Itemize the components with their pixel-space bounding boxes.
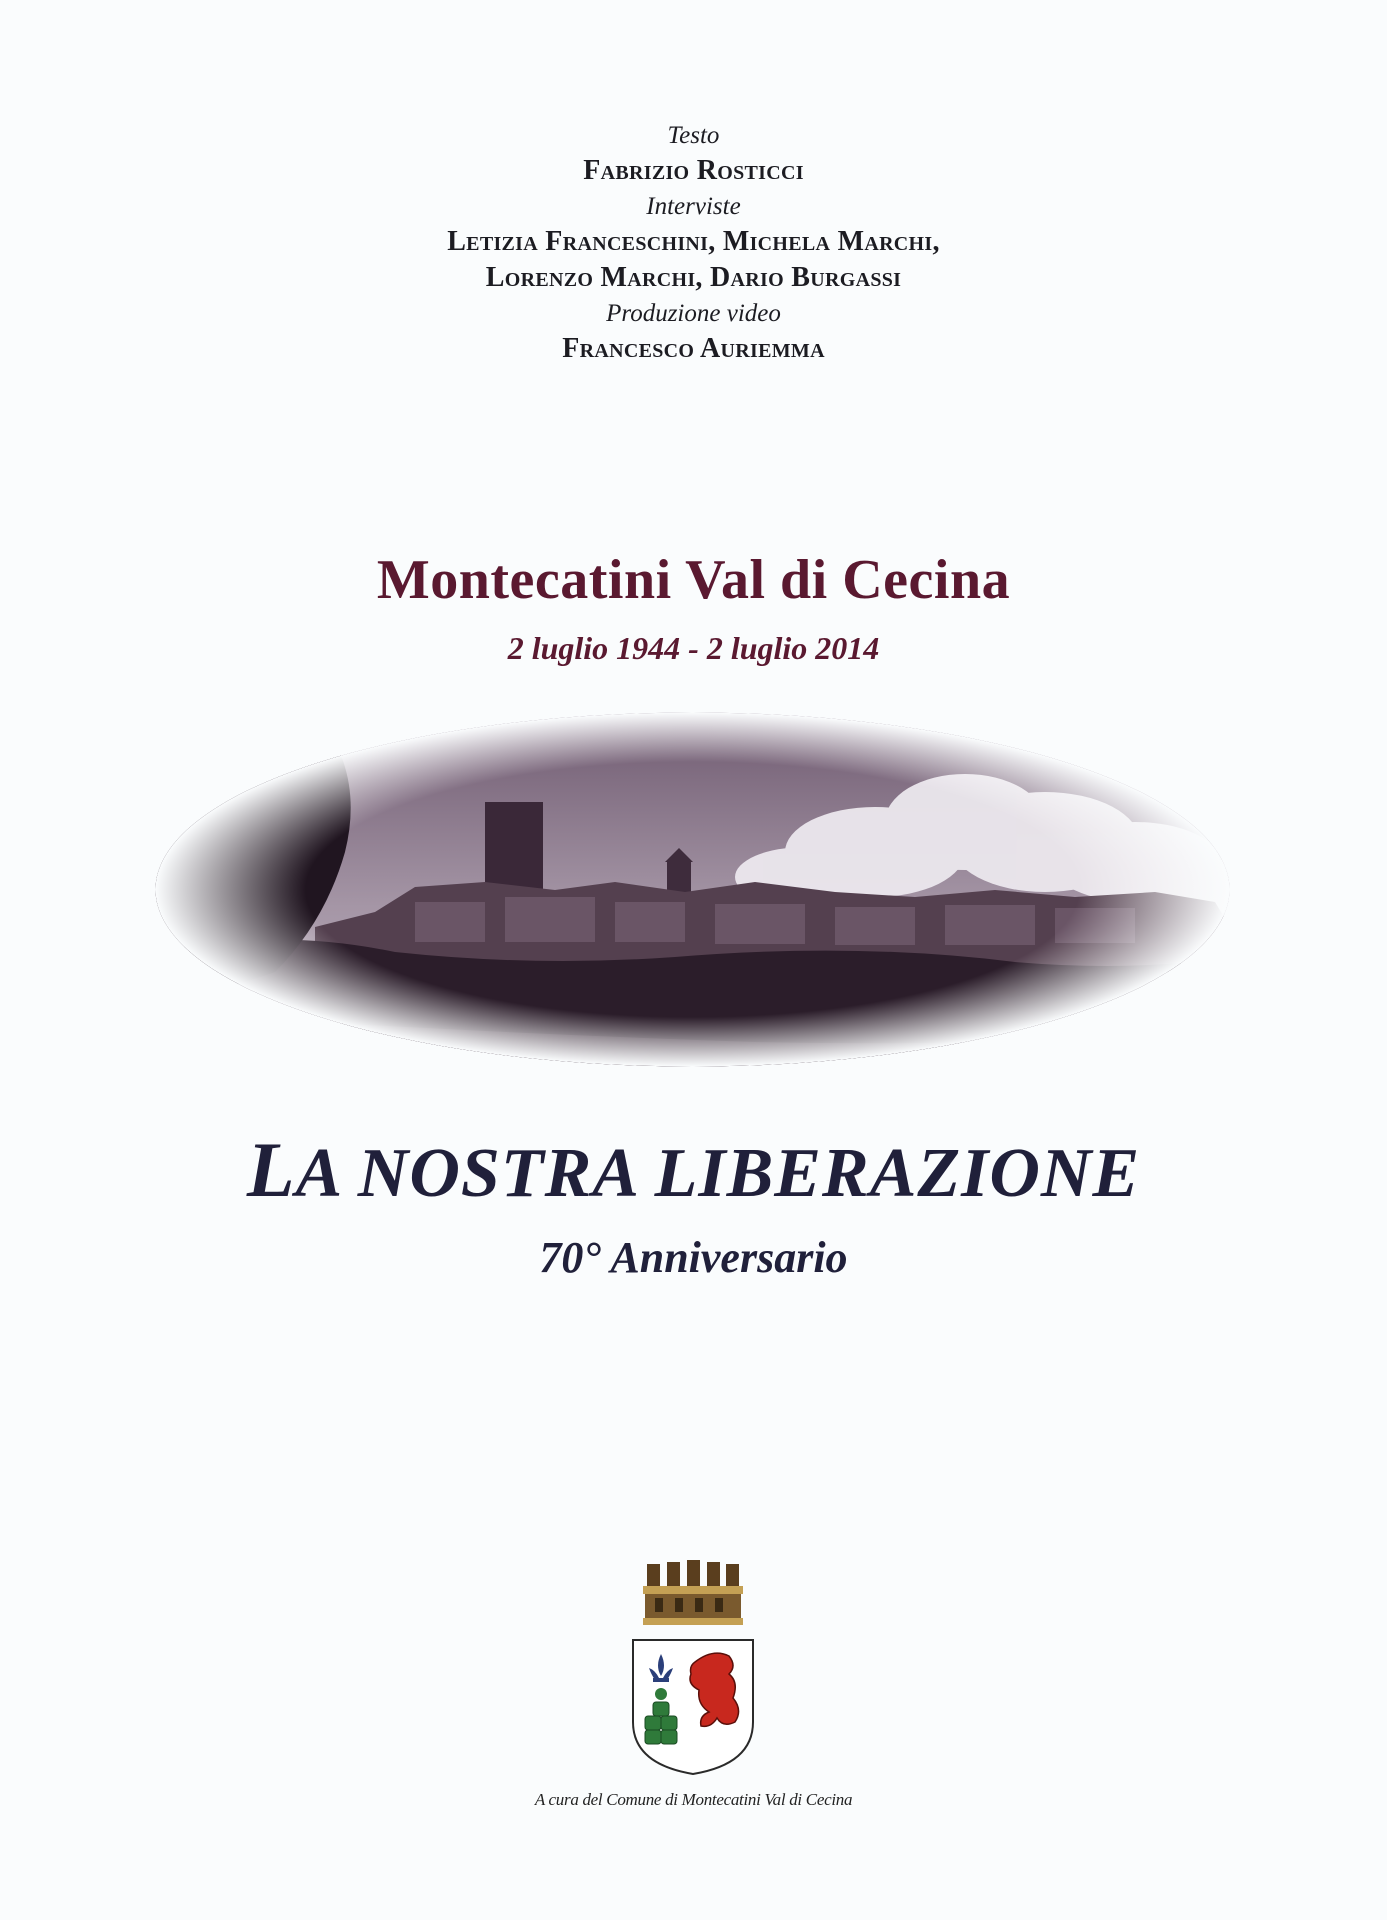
village-photo [155, 712, 1230, 1067]
coat-of-arms-icon [625, 1552, 761, 1777]
anniversary-subtitle: 70° Anniversario [539, 1233, 848, 1282]
main-title-rest: A NOSTRA LIBERAZIONE [295, 1135, 1141, 1212]
credit-role: Testo [667, 122, 720, 149]
credit-name: Letizia Franceschini, Michela Marchi, [447, 226, 940, 257]
credits-block [0, 118, 1387, 367]
publisher-note: A cura del Comune di Montecatini Val di Cecina [534, 1790, 853, 1809]
main-title [0, 1125, 1387, 1215]
credit-name: Fabrizio Rosticci [583, 155, 804, 186]
credit-role: Interviste [646, 193, 741, 220]
main-title-initial: L [246, 1126, 296, 1213]
credit-name: Francesco Auriemma [562, 333, 825, 364]
credit-role: Produzione video [606, 300, 781, 327]
date-range: 2 luglio 1944 - 2 luglio 2014 [507, 630, 880, 666]
place-title: Montecatini Val di Cecina [376, 549, 1011, 611]
credit-name: Lorenzo Marchi, Dario Burgassi [485, 262, 902, 293]
